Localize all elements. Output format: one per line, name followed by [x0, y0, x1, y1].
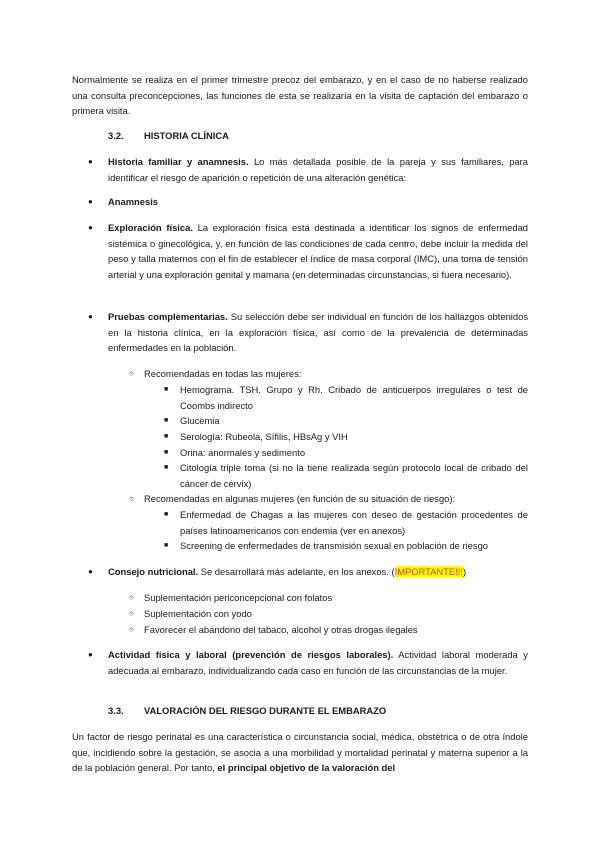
list-item: ○ Suplementación periconcepcional con folatos [144, 590, 528, 606]
paragraph-text: Un factor de riesgo perinatal es una característica o circunstancia social, médica, obstétrica o de otra índole que, incidiendo sobre la gestación, se asocia a una morbilidad y mortalidad perinatal y materna superior a la de la población general. Por tanto, [72, 731, 528, 774]
intro-paragraph: Normalmente se realiza en el primer trimestre precoz del embarazo, y en el caso de no haberse realizado una consulta preconcepciones, las funciones de esta se realizaría en la visita de captación del embarazo o primera visita. [72, 74, 528, 117]
bullet-anamnesis [108, 194, 528, 210]
bullet-text: Lo más detallada posible de la pareja y sus familiares, para identificar el riesgo de aparición o repetición de una alteración genética: [108, 156, 528, 183]
section-heading-3-3 [108, 703, 386, 719]
list-item: ○ Favorecer el abandono del tabaco, alcohol y otras drogas ilegales [144, 622, 528, 638]
list-item: ■ Enfermedad de Chagas a las mujeres con deseo de gestación procedentes de países latinoamericanos con endemia (ver en anexos) [180, 507, 528, 538]
sublist-recomendadas-algunas: ○ Recomendadas en algunas mujeres (en función de su situación de riesgo): [144, 491, 528, 507]
list-item: ■ Glucemia [180, 413, 528, 429]
list-item: ■ Screening de enfermedades de transmisión sexual en población de riesgo [180, 538, 528, 554]
bullet-actividad-fisica [108, 647, 528, 678]
bullet-text: Su selección debe ser individual en función de los hallazgos obtenidos en la historia clínica, en la exploración física, así como de la prevalencia de determinadas enfermedades en la población. [108, 311, 529, 354]
section-title: VALORACIÓN DEL RIESGO DURANTE EL EMBARAZO [144, 705, 387, 716]
bullet-exploracion-fisica [108, 220, 528, 282]
bullet-historia-familiar [108, 154, 528, 185]
section-number: 3.3. [108, 705, 124, 716]
section-title: HISTORIA CLÍNICA [144, 130, 229, 141]
list-item: ■ Hemograma. TSH. Grupo y Rh. Cribado de anticuerpos irregulares o test de Coombs indirecto [180, 382, 528, 413]
bullet-bold-label: Consejo nutricional. [108, 566, 199, 577]
bullet-text-close: ) [463, 566, 467, 577]
bullet-bold-label: Historia familiar y anamnesis. [108, 156, 249, 167]
bullet-bold-label: Pruebas complementarias. [108, 311, 228, 322]
list-item: ■ Serología: Rubeola, Sífilis, HBsAg y VIH [180, 429, 528, 445]
list-item: ■ Orina: anormales y sedimento [180, 445, 528, 461]
list-item: ■ Citología triple toma (si no la tiene realizada según protocolo local de cribado del cáncer de cérvix) [180, 460, 528, 491]
bullet-pruebas-complementarias [108, 309, 528, 356]
section-number: 3.2. [108, 130, 124, 141]
riesgo-paragraph [72, 729, 528, 776]
bullet-bold-label: Actividad física y laboral (prevención de riesgos laborales). [108, 649, 394, 660]
sublist-recomendadas-todas: ○ Recomendadas en todas las mujeres: [144, 366, 528, 382]
important-highlight: IMPORTANTE!!! [394, 566, 464, 577]
bullet-text: La exploración física está destinada a identificar los signos de enfermedad sistémica o ginecológica, y, en función de las condiciones de cada centro, debe incluir la medida del peso y talla maternos con el fin de establecer el índice de masa corporal (IMC), una toma de tensión arterial y una exploración genital y mamaria (en determinadas circunstancias, si fuera necesario). [108, 222, 529, 280]
bullet-bold-label: Exploración física. [108, 222, 193, 233]
bullet-text: Se desarrollará más adelante, en los anexos. ( [198, 566, 395, 577]
bullet-text: Actividad laboral moderada y adecuada al embarazo, individualizando cada caso en función de las circunstancias de la mujer. [108, 649, 528, 676]
section-heading-3-2 [108, 128, 229, 144]
bullet-consejo-nutricional [108, 564, 528, 580]
bullet-bold-label: Anamnesis [108, 196, 159, 207]
list-item: ○ Suplementación con yodo [144, 606, 528, 622]
paragraph-bold: el principal objetivo de la valoración del [217, 762, 396, 774]
